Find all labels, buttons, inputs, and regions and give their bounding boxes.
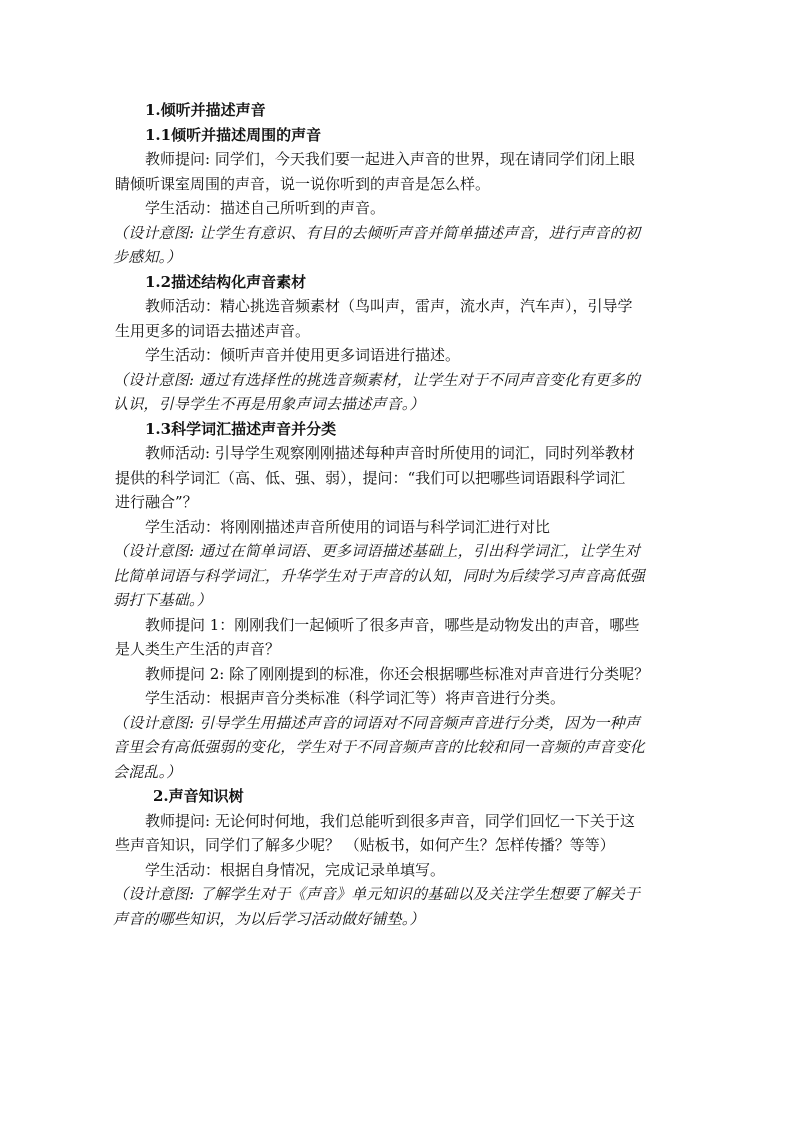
document-body [115,98,680,931]
design-intent-line: 比简单词语与科学词汇，升华学生对于声音的认知，同时为后续学习声音高低强 [113,566,646,585]
design-intent-line: （设计意图: 通过有选择性的挑选音频素材，让学生对于不同声音变化有更多的 [113,370,641,389]
paragraph-line: 生用更多的词语去描述声音。 [115,321,311,340]
subsection-heading: 1.2描述结构化声音素材 [145,272,307,291]
design-intent-line: 认识，引导学生不再是用象声词去描述声音。） [113,395,425,413]
section-heading: 1.倾听并描述声音 [145,101,266,119]
subsection-heading: 1.1倾听并描述周围的声音 [145,125,322,144]
paragraph-line: 睛倾听课室周围的声音，说一说你听到的声音是怎么样。 [115,174,491,193]
paragraph-line: 是人类生产生活的声音？ [115,640,281,658]
paragraph-first-line: 教师提问: 无论何时何地，我们总能听到很多声音，同学们回忆一下关于这 [145,811,635,830]
design-intent-line: （设计意图: 通过在简单词语、更多词语描述基础上，引出科学词汇，让学生对 [113,542,641,560]
paragraph-line: 些声音知识，同学们了解多少呢？ （贴板书，如何产生？怎样传播？等等） [115,836,615,854]
paragraph-first-line: 学生活动：倾听声音并使用更多词语进行描述。 [145,346,461,364]
paragraph-line: 提供的科学词汇（高、低、强、弱），提问：“我们可以把哪些词语跟科学词汇 [115,468,626,487]
design-intent-line: 弱打下基础。） [113,591,212,609]
subsection-heading: 1.3科学词汇描述声音并分类 [145,419,337,438]
design-intent-line: 声音的哪些知识，为以后学习活动做好铺垫。） [113,909,425,928]
design-intent-line: （设计意图: 了解学生对于《声音》单元知识的基础以及关注学生想要了解关于 [113,885,641,903]
paragraph-first-line: 教师活动：精心挑选音频素材（鸟叫声，雷声，流水声，汽车声），引导学 [145,297,633,315]
design-intent-line: （设计意图: 引导学生用描述声音的词语对不同音频声音进行分类，因为一种声 [113,713,641,732]
paragraph-first-line: 学生活动：根据声音分类标准（科学词汇等）将声音进行分类。 [145,689,566,707]
design-intent-line: 会混乱。） [113,762,182,781]
section-heading: 2.声音知识树 [153,787,244,805]
paragraph-first-line: 教师提问: 同学们，今天我们要一起进入声音的世界，现在请同学们闭上眼 [145,150,635,168]
paragraph-first-line: 教师提问 1：刚刚我们一起倾听了很多声音，哪些是动物发出的声音，哪些 [145,615,640,634]
design-intent-line: （设计意图: 让学生有意识、有目的去倾听声音并简单描述声音，进行声音的初 [113,223,641,242]
design-intent-line: 步感知。） [113,248,182,266]
design-intent-line: 音里会有高低强弱的变化，学生对于不同音频声音的比较和同一音频的声音变化 [113,738,646,756]
paragraph-first-line: 学生活动：根据自身情况，完成记录单填写。 [145,860,446,879]
paragraph-first-line: 教师活动: 引导学生观察刚刚描述每种声音时所使用的词汇，同时列举教材 [145,444,635,462]
paragraph-first-line: 学生活动：将刚刚描述声音所使用的词语与科学词汇进行对比 [145,517,551,536]
paragraph-first-line: 教师提问 2: 除了刚刚提到的标准，你还会根据哪些标准对声音进行分类呢？ [145,664,650,683]
paragraph-line: 进行融合”？ [115,493,198,511]
paragraph-first-line: 学生活动：描述自己所听到的声音。 [145,199,386,217]
